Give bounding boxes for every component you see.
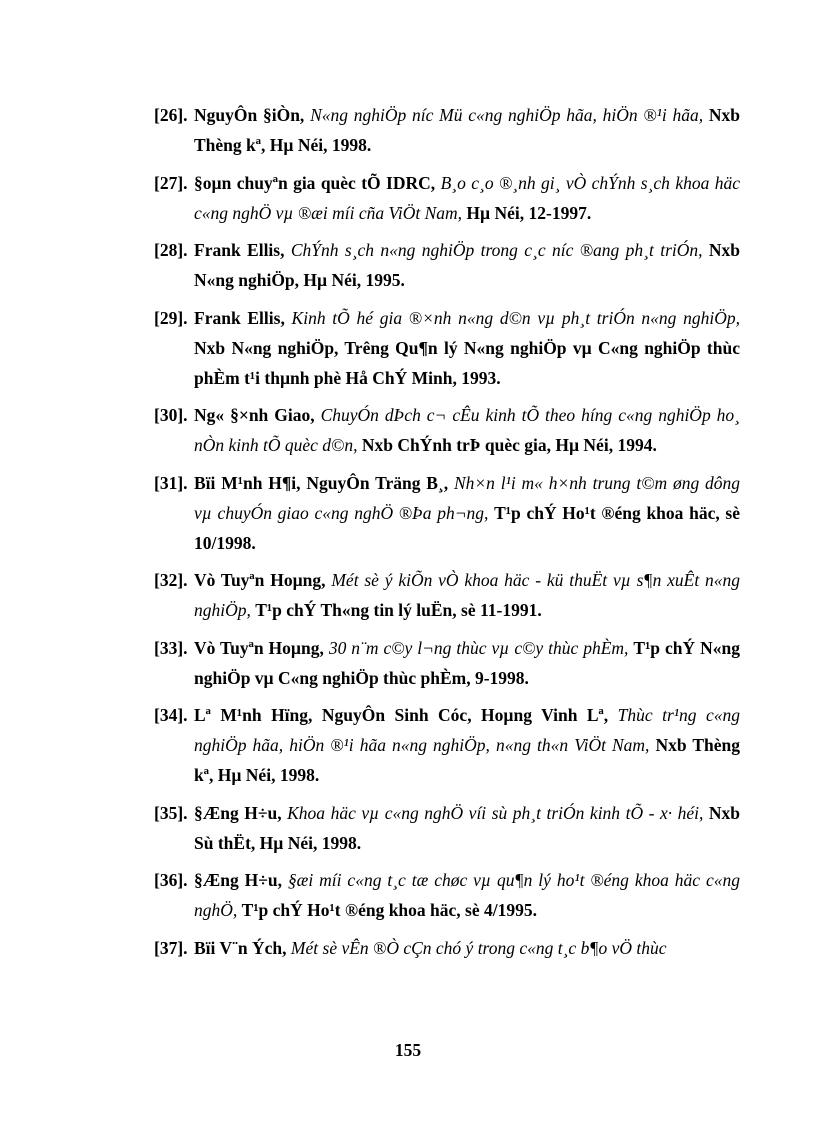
reference-text: [194, 235, 740, 295]
reference-number: [33].: [154, 637, 188, 658]
reference-title: B¸o c¸o ®¸nh gi¸ vÒ chÝnh s¸ch khoa häc c«ng nghÖ vµ ®æi míi cña ViÖt Nam,: [194, 172, 740, 223]
reference-text: [194, 565, 740, 625]
reference-publisher: Hµ Néi, 12-1997.: [466, 202, 592, 223]
reference-author: Bïi V¨n Ých,: [194, 937, 287, 958]
reference-title: Thùc tr¹ng c«ng nghiÖp hãa, hiÖn ®¹i hãa n«ng nghiÖp, n«ng th«n ViÖt Nam,: [194, 705, 741, 755]
reference-publisher: Nxb ChÝnh trÞ quèc gia, Hµ Néi, 1994.: [361, 435, 657, 455]
reference-title: N«ng nghiÖp níc Mü c«ng nghiÖp hãa, hiÖn ®¹i hãa,: [310, 105, 704, 125]
reference-author: Frank Ellis,: [194, 240, 285, 260]
reference-title: Khoa häc vµ c«ng nghÖ víi sù ph¸t triÓn kinh tÕ - x· héi,: [287, 802, 704, 823]
reference-publisher: T¹p chÝ N«ng nghiÖp vµ C«ng nghiÖp thùc phÈm, 9-1998.: [194, 637, 740, 688]
reference-entry: [154, 633, 740, 693]
reference-number: [26].: [154, 105, 188, 125]
reference-number: [37].: [154, 937, 188, 958]
reference-number: [28].: [154, 240, 188, 260]
reference-text: [194, 168, 740, 228]
reference-author: NguyÔn §iÒn,: [194, 105, 305, 125]
reference-title: Mét sè ý kiÕn vÒ khoa häc - kü thuËt vµ s¶n xuÊt n«ng nghiÖp,: [194, 570, 741, 620]
reference-author: Frank Ellis,: [194, 307, 285, 328]
reference-publisher: Nxb Thèng kª, Hµ Néi, 1998.: [194, 735, 740, 785]
reference-number: [35].: [154, 802, 188, 823]
reference-title: Mét sè vÊn ®Ò cÇn chó ý trong c«ng t¸c b¶o vÖ thùc: [290, 937, 667, 958]
reference-title: §æi míi c«ng t¸c tæ chøc vµ qu¶n lý ho¹t ®éng khoa häc c«ng nghÖ,: [194, 870, 741, 920]
reference-title: 30 n¨m c©y l¬ng thùc vµ c©y thùc phÈm,: [328, 637, 629, 658]
reference-publisher: Nxb Sù thËt, Hµ Néi, 1998.: [194, 802, 741, 853]
reference-text: [194, 100, 740, 160]
reference-author: §oµn chuyªn gia quèc tÕ IDRC,: [194, 172, 436, 193]
reference-number: [36].: [154, 870, 188, 890]
reference-publisher: T¹p chÝ Ho¹t ®éng khoa häc, sè 4/1995.: [241, 900, 537, 920]
reference-entry: [154, 303, 740, 393]
reference-entry: [154, 168, 740, 228]
reference-publisher: T¹p chÝ Th«ng tin lý luËn, sè 11-1991.: [255, 600, 542, 620]
reference-text: [194, 400, 740, 460]
reference-entry: [154, 565, 740, 625]
reference-title: ChÝnh s¸ch n«ng nghiÖp trong c¸c níc ®ang ph¸t triÓn,: [290, 240, 703, 260]
reference-author: Bïi M¹nh H¶i, NguyÔn Träng B¸,: [194, 472, 449, 493]
reference-text: [194, 303, 740, 393]
reference-author: Lª M¹nh Hïng, NguyÔn Sinh Cóc, Hoµng Vinh Lª,: [194, 705, 609, 725]
reference-publisher: T¹p chÝ Ho¹t ®éng khoa häc, sè 10/1998.: [194, 502, 741, 553]
reference-entry: [154, 400, 740, 460]
reference-entry: [154, 865, 740, 925]
reference-text: [194, 700, 740, 790]
reference-entry: [154, 933, 740, 963]
page-number: 155: [394, 1040, 422, 1060]
reference-number: [31].: [154, 472, 188, 493]
reference-number: [30].: [154, 405, 188, 425]
reference-text: [194, 633, 740, 693]
reference-title: Kinh tÕ hé gia ®×nh n«ng d©n vµ ph¸t triÓn n«ng nghiÖp,: [291, 307, 740, 328]
reference-number: [27].: [154, 172, 188, 193]
reference-title: Nh×n l¹i m« h×nh trung t©m øng dông vµ chuyÓn giao c«ng nghÖ ®Þa ph¬ng,: [194, 472, 740, 523]
reference-publisher: Nxb Thèng kª, Hµ Néi, 1998.: [194, 105, 740, 155]
reference-publisher: Nxb N«ng nghiÖp, Hµ Néi, 1995.: [194, 240, 741, 290]
reference-author: Vò Tuyªn Hoµng,: [194, 570, 326, 590]
reference-entry: [154, 235, 740, 295]
reference-text: [194, 798, 740, 858]
reference-entry: [154, 798, 740, 858]
reference-author: Ng« §×nh Giao,: [194, 405, 315, 425]
reference-entry: [154, 468, 740, 558]
reference-author: §Æng H÷u,: [194, 870, 282, 890]
reference-number: [34].: [154, 705, 188, 725]
reference-text: [194, 933, 740, 963]
reference-author: §Æng H÷u,: [194, 802, 282, 823]
reference-number: [29].: [154, 307, 188, 328]
reference-entry: [154, 100, 740, 160]
reference-number: [32].: [154, 570, 188, 590]
reference-author: Vò Tuyªn Hoµng,: [194, 637, 324, 658]
reference-publisher: Nxb N«ng nghiÖp, Trêng Qu¶n lý N«ng nghiÖp vµ C«ng nghiÖp thùc phÈm t¹i thµnh phè Hå ChÝ Minh, 1993.: [194, 337, 740, 388]
reference-text: [194, 865, 740, 925]
reference-title: ChuyÓn dÞch c¬ cÊu kinh tÕ theo híng c«ng nghiÖp ho¸ nÒn kinh tÕ quèc d©n,: [194, 405, 740, 455]
reference-text: [194, 468, 740, 558]
reference-list: [154, 100, 740, 970]
reference-entry: [154, 700, 740, 790]
